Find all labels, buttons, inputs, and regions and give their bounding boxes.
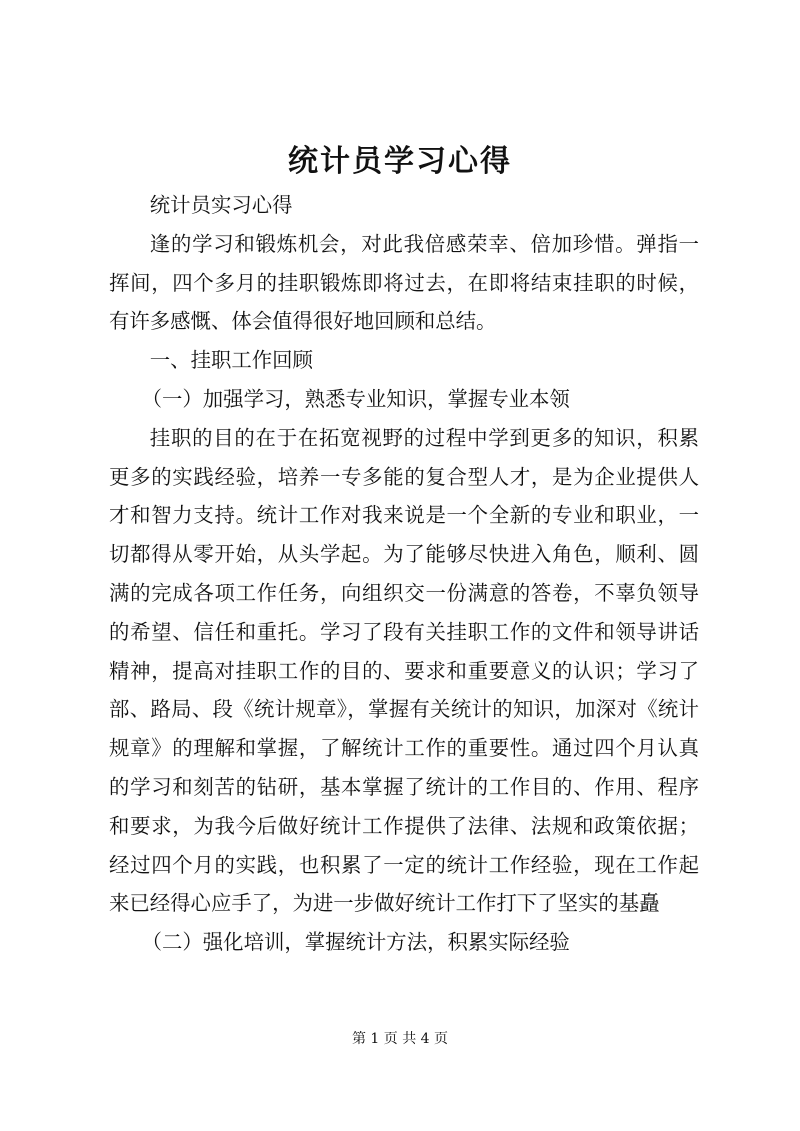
document-title: 统计员学习心得 [288, 144, 512, 179]
document-body [109, 186, 699, 962]
subsection-heading: （一）加强学习，熟悉专业知识，掌握专业本领 [141, 386, 570, 411]
section-heading: 一、挂职工作回顾 [149, 348, 313, 373]
body-paragraph: 挂职的目的在于在拓宽视野的过程中学到更多的知识，积累更多的实践经验，培养一专多能的复合型人才，是为企业提供人才和智力支持。统计工作对我来说是一个全新的专业和职业，一切都得从零开始，从头学起。为了能够尽快进入角色，顺利、圆满的完成各项工作任务，向组织交一份满意的答卷，不辜负领导的希望、信任和重托。学习了段有关挂职工作的文件和领导讲话精神，提高对挂职工作的目的、要求和重要意义的认识；学习了部、路局、段《统计规章》，掌握有关统计的知识，加深对《统计规章》的理解和掌握，了解统计工作的重要性。通过四个月认真的学习和刻苦的钻研，基本掌握了统计的工作目的、作用、程序和要求，为我今后做好统计工作提供了法律、法规和政策依据；经过四个月的实践，也积累了一定的统计工作经验，现在工作起来已经得心应手了，为进一步做好统计工作打下了坚实的基矗 [109, 425, 699, 916]
intro-paragraph: 逢的学习和锻炼机会，对此我倍感荣幸、倍加珍惜。弹指一挥间，四个多月的挂职锻炼即将过去，在即将结束挂职的时候，有许多感慨、体会值得很好地回顾和总结。 [109, 231, 699, 334]
page-footer: 第 1 页 共 4 页 [351, 1031, 449, 1047]
subsection-heading: （二）强化培训，掌握统计方法，积累实际经验 [141, 930, 570, 955]
subtitle-paragraph: 统计员实习心得 [149, 193, 293, 217]
